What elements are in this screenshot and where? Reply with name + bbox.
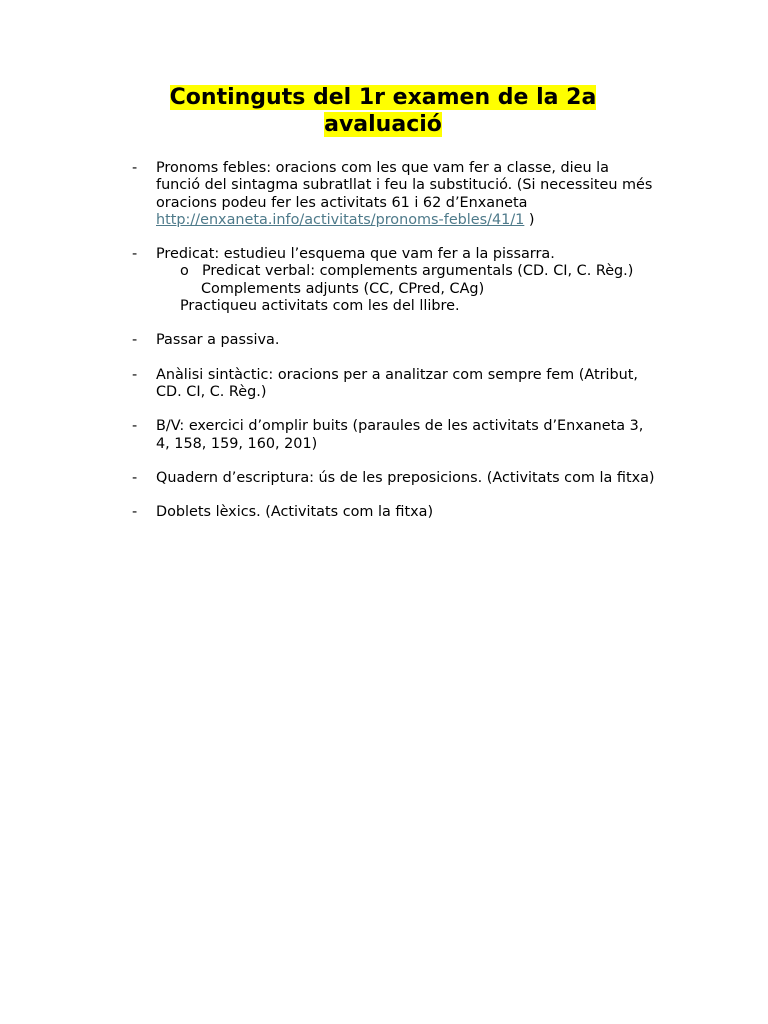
list-bullet: - — [132, 418, 138, 435]
list-item-predicat — [0, 246, 768, 315]
list-item-analisi — [0, 367, 768, 402]
list-item-text: Passar a passiva. — [156, 332, 280, 349]
list-item-bv — [0, 418, 768, 453]
title-line-1: Continguts del 1r examen de la 2a — [169, 85, 597, 110]
list-bullet: - — [132, 332, 138, 349]
contents-list — [0, 160, 768, 538]
list-bullet: - — [132, 469, 138, 486]
list-bullet: - — [132, 246, 138, 263]
list-bullet: - — [132, 160, 138, 176]
list-item-text: B/V: exercici d’omplir buits (paraules de les activitats d’Enxaneta 3, 4, 158, 159, 160, 201) — [156, 418, 644, 452]
enxaneta-link[interactable]: http://enxaneta.info/activitats/pronoms-febles/41/1 — [156, 211, 525, 228]
list-item-text-tail: ) — [524, 211, 535, 228]
sub-list-item — [180, 263, 650, 280]
list-item-quadern — [0, 470, 768, 487]
list-item-text: Predicat: estudieu l’esquema que vam fer a la pissarra. — [156, 246, 555, 263]
list-item-passiva — [0, 332, 768, 349]
list-item-text: Doblets lèxics. (Activitats com la fitxa) — [156, 504, 434, 521]
list-bullet: - — [132, 366, 138, 383]
sub-item-continuation: Complements adjunts (CC, CPred, CAg) — [201, 280, 485, 297]
sub-bullet: o — [180, 263, 189, 280]
item-note: Practiqueu activitats com les del llibre. — [180, 298, 460, 315]
list-item-pronoms — [0, 160, 768, 229]
list-item-text: Pronoms febles: oracions com les que vam fer a classe, dieu la funció del sintagma subratllat i feu la substitució. (Si necessiteu més oracions podeu fer les activitats 61 i 62 d’Enxaneta — [156, 160, 653, 211]
list-bullet: - — [132, 504, 138, 521]
list-item-text: Quadern d’escriptura: ús de les preposicions. (Activitats com la fitxa) — [156, 469, 655, 486]
list-item-doblets — [0, 504, 768, 521]
page-title — [150, 84, 616, 138]
title-line-2: avaluació — [324, 112, 442, 137]
list-item-text: Anàlisi sintàctic: oracions per a analitzar com sempre fem (Atribut, CD. CI, C. Règ.) — [156, 366, 638, 400]
sub-item-text: Predicat verbal: complements argumentals (CD. CI, C. Règ.) — [202, 263, 634, 280]
